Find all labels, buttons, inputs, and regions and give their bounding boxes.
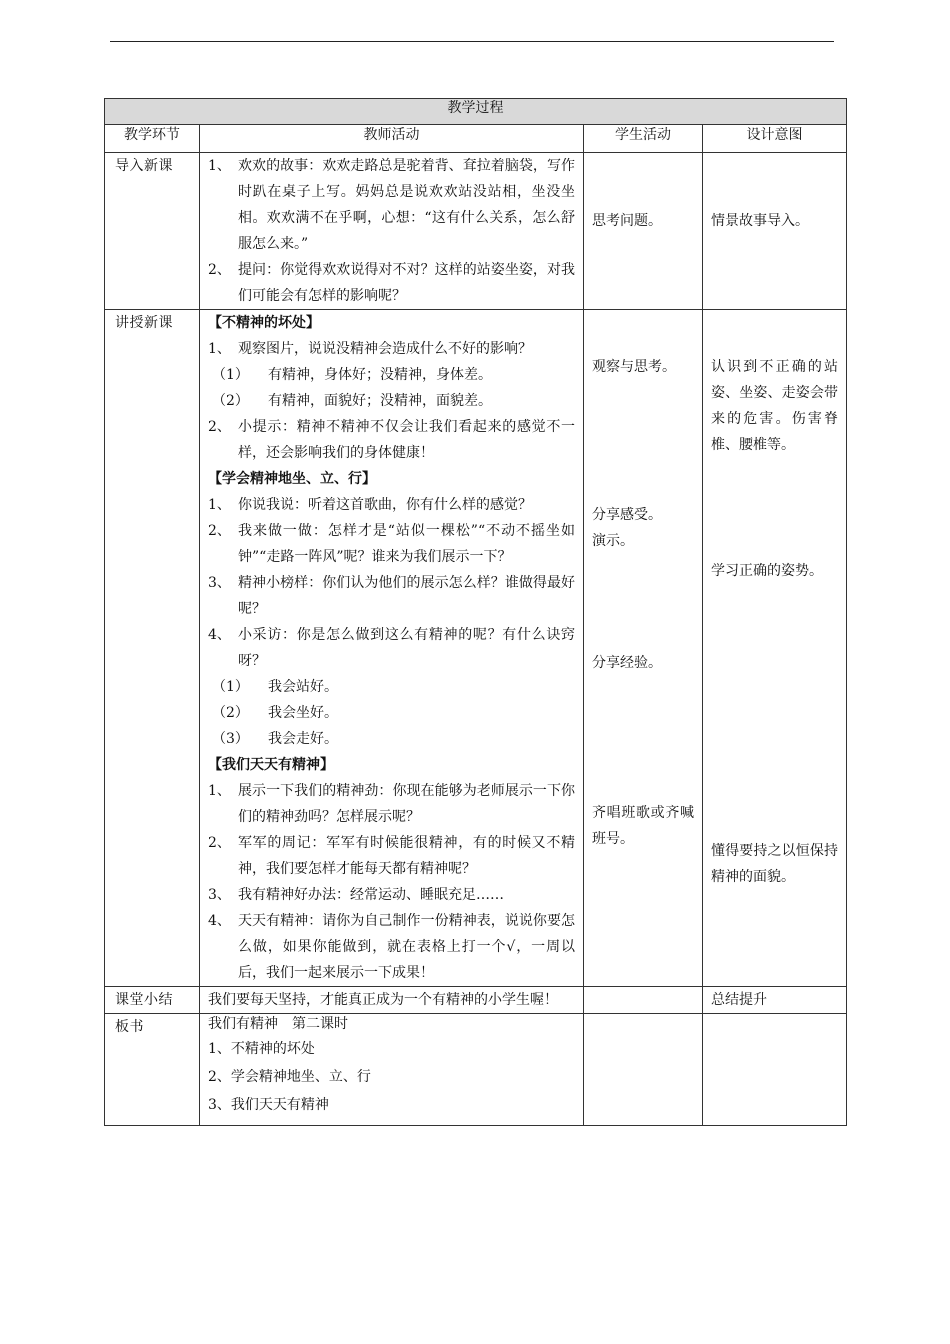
- sub-number: （2）: [212, 393, 249, 409]
- item-number: 1、: [208, 497, 231, 513]
- design-intent-2: 学习正确的姿势。: [711, 563, 823, 579]
- intro-intent-cell: [703, 153, 847, 310]
- section-title-1: 【不精神的坏处】: [208, 315, 320, 331]
- board-line-4: 3、我们天天有精神: [208, 1097, 329, 1113]
- sec1-sub-2: [208, 388, 575, 414]
- summary-text: 我们要每天坚持，才能真正成为一个有精神的小学生喔！: [208, 992, 558, 1008]
- sub-text: 我会站好。: [268, 679, 338, 695]
- sec3-item-3: [208, 882, 575, 908]
- sub-number: （1）: [212, 367, 249, 383]
- sec3-item-2: [208, 830, 575, 882]
- intro-item-2: [208, 257, 575, 309]
- board-intent-cell: [703, 1014, 847, 1126]
- sec1-sub-1: [208, 362, 575, 388]
- item-text: 精神小榜样：你们认为他们的展示怎么样？谁做得最好呢？: [238, 575, 575, 617]
- header-teacher-activity: 教师活动: [200, 125, 584, 153]
- design-intent-1: 认识到不正确的站姿、坐姿、走姿会带来的危害。伤害脊椎、腰椎等。: [711, 359, 838, 453]
- sub-text: 我会坐好。: [268, 705, 338, 721]
- item-number: 2、: [208, 523, 231, 539]
- student-activity-4: 齐唱班歌或齐喊班号。: [592, 805, 694, 847]
- board-line-1: 我们有精神 第二课时: [208, 1016, 348, 1032]
- summary-intent-cell: [703, 987, 847, 1014]
- sec1-item-1: [208, 336, 575, 362]
- sec2-item-4: [208, 622, 575, 674]
- board-line-3: 2、学会精神地坐、立、行: [208, 1069, 371, 1085]
- intro-intent-text: 情景故事导入。: [711, 213, 809, 229]
- item-text: 小提示：精神不精神不仅会让我们看起来的感觉不一样，还会影响我们的身体健康！: [238, 419, 575, 461]
- lesson-stage: 讲授新课: [105, 310, 200, 987]
- section-title-3: 【我们天天有精神】: [208, 757, 334, 773]
- intro-stage: 导入新课: [105, 153, 200, 310]
- intro-teacher-cell: [200, 153, 584, 310]
- sub-number: （3）: [212, 731, 249, 747]
- item-text: 天天有精神：请你为自己制作一份精神表，说说你要怎么做，如果你能做到，就在表格上打一个√，一周以后，我们一起来展示一下成果！: [238, 913, 575, 981]
- sub-number: （1）: [212, 679, 249, 695]
- sub-number: （2）: [212, 705, 249, 721]
- intro-student-text: 思考问题。: [592, 213, 662, 229]
- sec2-item-3: [208, 570, 575, 622]
- lesson-student-cell: [584, 310, 703, 987]
- header-student-activity: 学生活动: [584, 125, 703, 153]
- sec2-sub-2: [208, 700, 575, 726]
- item-number: 2、: [208, 835, 231, 851]
- intro-row: [105, 153, 847, 310]
- item-text: 我来做一做：怎样才是“站似一棵松”“不动不摇坐如钟”“走路一阵风”呢？谁来为我们展示一下？: [238, 523, 575, 565]
- item-number: 3、: [208, 887, 231, 903]
- board-stage: 板书: [105, 1014, 200, 1126]
- item-number: 4、: [208, 627, 231, 643]
- item-number: 1、: [208, 341, 231, 357]
- board-student-cell: [584, 1014, 703, 1126]
- sub-text: 我会走好。: [268, 731, 338, 747]
- board-cell: [200, 1014, 584, 1126]
- item-text: 提问：你觉得欢欢说得对不对？这样的站姿坐姿，对我们可能会有怎样的影响呢？: [238, 262, 575, 304]
- sec2-sub-3: [208, 726, 575, 752]
- page-header-rule: [110, 41, 834, 42]
- design-intent-3: 懂得要持之以恒保持精神的面貌。: [711, 843, 838, 885]
- header-row: [105, 125, 847, 153]
- table-title: 教学过程: [105, 99, 847, 125]
- sub-text: 有精神，身体好；没精神，身体差。: [268, 367, 492, 383]
- section-title-2: 【学会精神地坐、立、行】: [208, 471, 376, 487]
- item-number: 2、: [208, 262, 231, 278]
- item-number: 1、: [208, 783, 231, 799]
- summary-row: [105, 987, 847, 1014]
- sec2-item-2: [208, 518, 575, 570]
- intro-item-1: [208, 153, 575, 257]
- sec3-item-4: [208, 908, 575, 986]
- item-number: 2、: [208, 419, 231, 435]
- item-text: 小采访：你是怎么做到这么有精神的呢？有什么诀窍呀？: [238, 627, 575, 669]
- sub-text: 有精神，面貌好；没精神，面貌差。: [268, 393, 492, 409]
- student-activity-1: 观察与思考。: [592, 359, 676, 375]
- item-number: 1、: [208, 158, 231, 174]
- sec2-sub-1: [208, 674, 575, 700]
- item-text: 军军的周记：军军有时候能很精神，有的时候又不精神，我们要怎样才能每天都有精神呢？: [238, 835, 575, 877]
- student-activity-2b: 演示。: [592, 533, 634, 549]
- intro-student-cell: [584, 153, 703, 310]
- item-text: 展示一下我们的精神劲：你现在能够为老师展示一下你们的精神劲吗？怎样展示呢？: [238, 783, 575, 825]
- lesson-intent-cell: [703, 310, 847, 987]
- student-activity-3: 分享经验。: [592, 655, 662, 671]
- summary-intent-text: 总结提升: [711, 992, 767, 1008]
- lesson-teacher-cell: [200, 310, 584, 987]
- teaching-process-table: [104, 98, 847, 1126]
- student-activity-2a: 分享感受。: [592, 507, 662, 523]
- sec1-item-2: [208, 414, 575, 466]
- sec2-item-1: [208, 492, 575, 518]
- board-row: [105, 1014, 847, 1126]
- lesson-row: [105, 310, 847, 987]
- header-stage: 教学环节: [105, 125, 200, 153]
- header-design-intent: 设计意图: [703, 125, 847, 153]
- summary-stage: 课堂小结: [105, 987, 200, 1014]
- board-line-2: 1、不精神的坏处: [208, 1041, 315, 1057]
- item-number: 3、: [208, 575, 231, 591]
- summary-student-cell: [584, 987, 703, 1014]
- sec3-item-1: [208, 778, 575, 830]
- item-text: 欢欢的故事：欢欢走路总是驼着背、耷拉着脑袋，写作时趴在桌子上写。妈妈总是说欢欢站没站相，坐没坐相。欢欢满不在乎啊，心想：“这有什么关系，怎么舒服怎么来。”: [238, 158, 575, 252]
- item-text: 观察图片，说说没精神会造成什么不好的影响？: [238, 341, 532, 357]
- item-text: 我有精神好办法：经常运动、睡眠充足……: [238, 887, 504, 903]
- item-number: 4、: [208, 913, 231, 929]
- summary-teacher-cell: [200, 987, 584, 1014]
- item-text: 你说我说：听着这首歌曲，你有什么样的感觉？: [238, 497, 532, 513]
